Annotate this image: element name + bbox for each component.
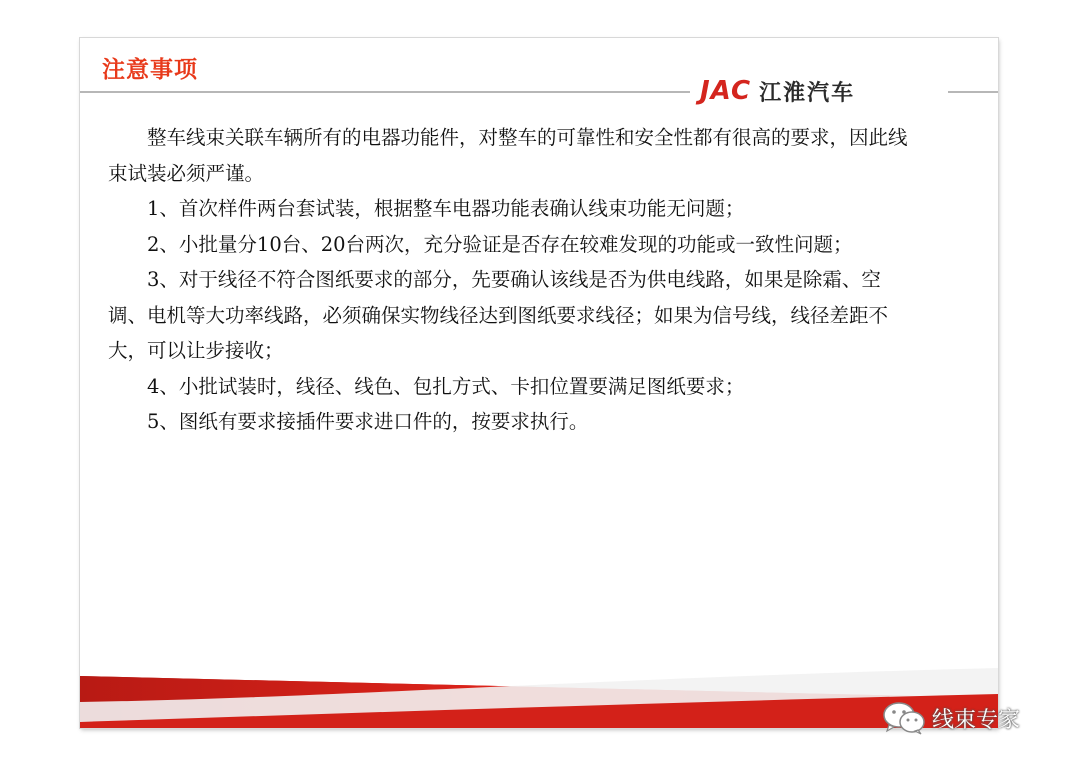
header-rule-right [948, 91, 998, 93]
jac-logo [700, 76, 855, 106]
header-rule-left [80, 91, 690, 93]
slide [80, 38, 998, 728]
watermark [880, 700, 1020, 736]
paragraph-item-1: 1、首次样件两台套试装，根据整车电器功能表确认线束功能无问题； [147, 197, 745, 220]
logo-name: 江淮汽车 [759, 80, 856, 106]
slide-body [108, 120, 918, 440]
logo-brand: JAC [700, 76, 752, 106]
paragraph-item-3: 3、对于线径不符合图纸要求的部分，先要确认该线是否为供电线路，如果是除霜、空调、电机等大功率线路，必须确保实物线径达到图纸要求线径；如果为信号线，线径差距不大，可以让步接收； [108, 268, 889, 362]
paragraph-intro: 整车线束关联车辆所有的电器功能件，对整车的可靠性和安全性都有很高的要求，因此线束试装必须严谨。 [108, 126, 908, 185]
paragraph-item-4: 4、小批试装时，线径、线色、包扎方式、卡扣位置要满足图纸要求； [147, 374, 745, 398]
paragraph-item-2: 2、小批量分10台、20台两次，充分验证是否存在较难发现的功能或一致性问题； [147, 232, 853, 256]
footer-banner [80, 668, 998, 728]
wechat-icon [880, 700, 928, 736]
paragraph-item-5: 5、图纸有要求接插件要求进口件的，按要求执行。 [147, 410, 589, 433]
slide-title: 注意事项 [102, 57, 198, 83]
watermark-text: 线束专家 [932, 707, 1021, 733]
